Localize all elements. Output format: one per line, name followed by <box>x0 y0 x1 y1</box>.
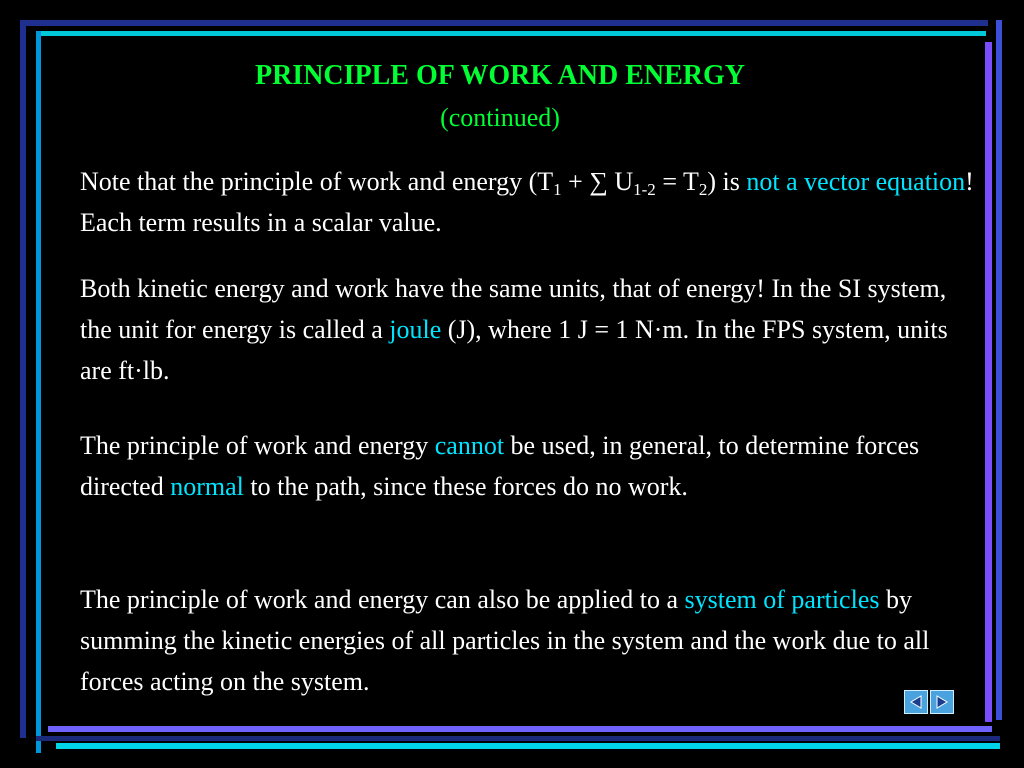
p1-sub-3: 2 <box>698 180 708 199</box>
p4-text-b: by summing the kinetic energies of all particles in the system and the work due to all forces acting on the system. <box>80 585 930 696</box>
paragraph-system-of-particles <box>80 579 980 702</box>
p3-highlight-normal: normal <box>170 472 244 501</box>
paragraph-normal-forces <box>80 425 960 507</box>
paragraph-units <box>80 268 970 391</box>
frame-bottom-dark-bar <box>36 736 1000 741</box>
p3-text-c: to the path, since these forces do no work. <box>243 472 688 501</box>
previous-slide-button[interactable] <box>904 690 928 714</box>
p3-highlight-cannot: cannot <box>434 431 505 460</box>
p1-sub-2: 1-2 <box>633 180 656 199</box>
frame-right-violet-bar <box>985 42 992 722</box>
p1-text-a: Note that the principle of work and energy (T <box>80 167 554 196</box>
frame-top-outer-bar <box>20 20 988 26</box>
p2-text-a: Both kinetic energy and work have the same units, that of energy! In the SI system, the unit for energy is called a <box>80 274 947 344</box>
p1-text-b: + ∑ U <box>561 167 634 196</box>
frame-bottom-violet-bar <box>48 726 992 732</box>
p4-highlight: system of particles <box>684 585 880 614</box>
triangle-left-icon <box>908 694 924 710</box>
triangle-right-icon <box>934 694 950 710</box>
next-slide-button[interactable] <box>930 690 954 714</box>
slide-navigation <box>904 690 956 716</box>
slide-title: PRINCIPLE OF WORK AND ENERGY <box>254 60 746 91</box>
p1-text-c: = T <box>655 167 699 196</box>
p1-text-e: ! Each term results in a scalar value. <box>80 167 974 237</box>
p1-sub-1: 1 <box>553 180 562 199</box>
p3-text-b: be used, in general, to determine forces directed <box>80 431 920 501</box>
frame-top-inner-bar <box>36 31 986 36</box>
p1-highlight: not a vector equation <box>746 167 966 196</box>
frame-left-inner-bar <box>36 31 41 753</box>
p1-text-d: ) is <box>707 167 747 196</box>
slide-subtitle: (continued) <box>440 103 560 132</box>
p4-text-a: The principle of work and energy can also be applied to a <box>80 585 685 614</box>
p2-text-b: (J), where 1 J = 1 N·m. In the FPS system, units are ft·lb. <box>80 315 948 385</box>
paragraph-scalar-equation <box>80 161 980 243</box>
frame-bottom-cyan-bar <box>56 743 1000 749</box>
p3-text-a: The principle of work and energy <box>80 431 435 460</box>
p2-highlight: joule <box>389 315 442 344</box>
